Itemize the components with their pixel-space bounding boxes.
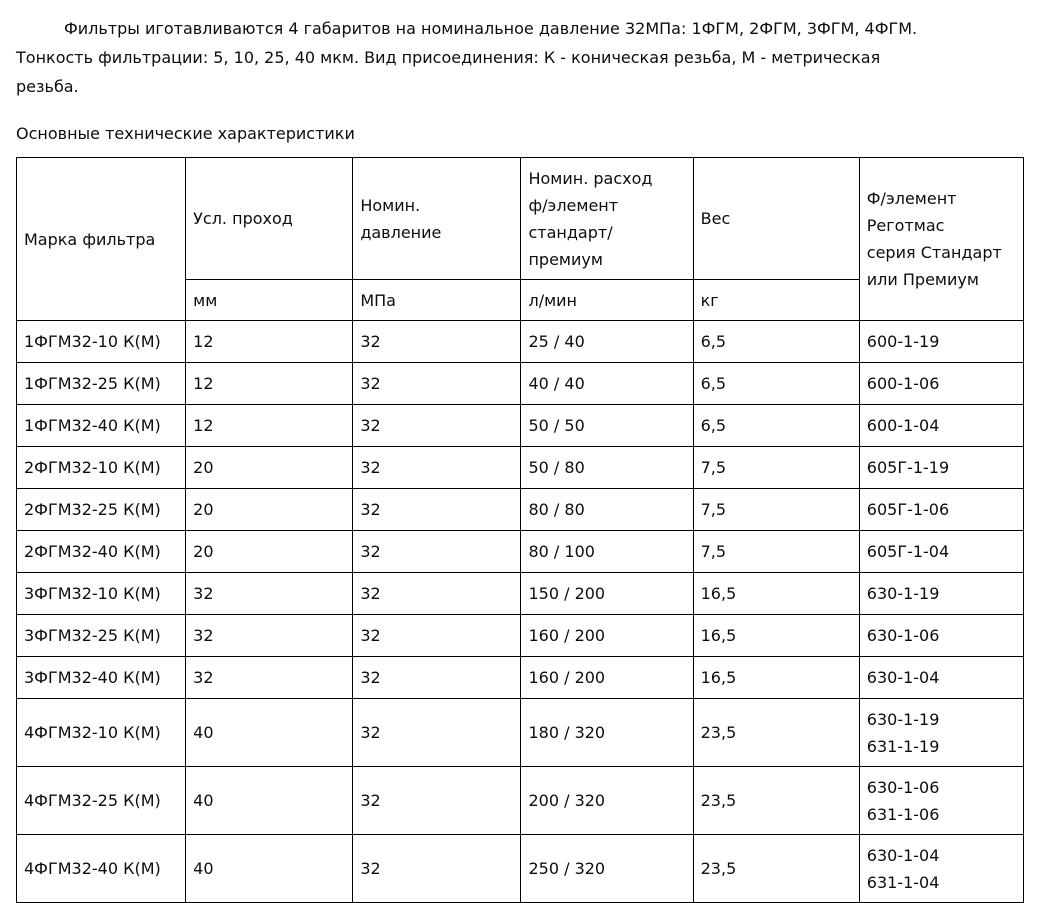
cell-model: 1ФГМ32-10 К(М) — [17, 321, 186, 363]
cell-pressure: 32 — [353, 405, 521, 447]
cell-flow: 80 / 100 — [521, 531, 693, 573]
cell-weight: 23,5 — [693, 767, 859, 835]
section-title: Основные технические характеристики — [16, 124, 355, 143]
cell-pressure: 32 — [353, 767, 521, 835]
unit-kg: кг — [693, 280, 859, 321]
table-row — [17, 615, 1024, 657]
table-row — [17, 321, 1024, 363]
header-element: Ф/элемент Реготмас серия Стандарт или Премиум — [859, 158, 1023, 321]
intro-line: Фильтры иготавливаются 4 габаритов на номинальное давление 32МПа: 1ФГМ, 2ФГМ, 3ФГМ, 4ФГМ. — [64, 19, 918, 38]
cell-flow: 150 / 200 — [521, 573, 693, 615]
table-row — [17, 699, 1024, 767]
cell-model: 2ФГМ32-25 К(М) — [17, 489, 186, 531]
cell-element: 630-1-04 631-1-04 — [859, 835, 1023, 903]
cell-weight: 7,5 — [693, 447, 859, 489]
table-row — [17, 363, 1024, 405]
cell-bore: 40 — [186, 699, 353, 767]
cell-pressure: 32 — [353, 615, 521, 657]
header-row-main — [17, 158, 1024, 280]
cell-weight: 23,5 — [693, 699, 859, 767]
spec-table — [16, 157, 1024, 903]
header-model: Марка фильтра — [17, 158, 186, 321]
cell-flow: 50 / 80 — [521, 447, 693, 489]
cell-weight: 6,5 — [693, 321, 859, 363]
header-weight: Вес — [693, 158, 859, 280]
cell-element: 605Г-1-04 — [859, 531, 1023, 573]
table-row — [17, 573, 1024, 615]
cell-weight: 7,5 — [693, 489, 859, 531]
cell-element: 605Г-1-06 — [859, 489, 1023, 531]
cell-flow: 160 / 200 — [521, 615, 693, 657]
cell-weight: 7,5 — [693, 531, 859, 573]
intro-line: Тонкость фильтрации: 5, 10, 25, 40 мкм. Вид присоединения: К - коническая резьба, М - метрическая — [16, 48, 881, 67]
cell-flow: 50 / 50 — [521, 405, 693, 447]
cell-pressure: 32 — [353, 363, 521, 405]
cell-flow: 160 / 200 — [521, 657, 693, 699]
cell-weight: 16,5 — [693, 615, 859, 657]
cell-pressure: 32 — [353, 657, 521, 699]
cell-pressure: 32 — [353, 447, 521, 489]
cell-element: 630-1-04 — [859, 657, 1023, 699]
cell-model: 3ФГМ32-40 К(М) — [17, 657, 186, 699]
cell-flow: 80 / 80 — [521, 489, 693, 531]
cell-bore: 40 — [186, 767, 353, 835]
cell-bore: 32 — [186, 657, 353, 699]
cell-model: 3ФГМ32-25 К(М) — [17, 615, 186, 657]
cell-pressure: 32 — [353, 573, 521, 615]
table-row — [17, 835, 1024, 903]
cell-weight: 6,5 — [693, 363, 859, 405]
cell-model: 4ФГМ32-40 К(М) — [17, 835, 186, 903]
cell-pressure: 32 — [353, 489, 521, 531]
cell-weight: 23,5 — [693, 835, 859, 903]
cell-bore: 20 — [186, 447, 353, 489]
cell-model: 1ФГМ32-40 К(М) — [17, 405, 186, 447]
header-flow: Номин. расход ф/элемент стандарт/ премиум — [521, 158, 693, 280]
table-row — [17, 489, 1024, 531]
cell-model: 4ФГМ32-25 К(М) — [17, 767, 186, 835]
cell-model: 2ФГМ32-40 К(М) — [17, 531, 186, 573]
cell-weight: 6,5 — [693, 405, 859, 447]
cell-pressure: 32 — [353, 321, 521, 363]
table-row — [17, 657, 1024, 699]
table-row — [17, 531, 1024, 573]
cell-element: 600-1-06 — [859, 363, 1023, 405]
cell-element: 600-1-19 — [859, 321, 1023, 363]
cell-element: 630-1-19 — [859, 573, 1023, 615]
header-pressure: Номин. давление — [353, 158, 521, 280]
cell-pressure: 32 — [353, 699, 521, 767]
cell-flow: 180 / 320 — [521, 699, 693, 767]
unit-mpa: МПа — [353, 280, 521, 321]
cell-pressure: 32 — [353, 835, 521, 903]
cell-model: 3ФГМ32-10 К(М) — [17, 573, 186, 615]
unit-mm: мм — [186, 280, 353, 321]
intro-paragraph — [16, 14, 1035, 101]
cell-flow: 40 / 40 — [521, 363, 693, 405]
cell-model: 1ФГМ32-25 К(М) — [17, 363, 186, 405]
cell-weight: 16,5 — [693, 573, 859, 615]
intro-line: резьба. — [16, 77, 79, 96]
cell-weight: 16,5 — [693, 657, 859, 699]
cell-bore: 32 — [186, 573, 353, 615]
unit-lmin: л/мин — [521, 280, 693, 321]
table-row — [17, 767, 1024, 835]
cell-element: 630-1-19 631-1-19 — [859, 699, 1023, 767]
cell-flow: 250 / 320 — [521, 835, 693, 903]
cell-bore: 40 — [186, 835, 353, 903]
cell-model: 2ФГМ32-10 К(М) — [17, 447, 186, 489]
cell-flow: 200 / 320 — [521, 767, 693, 835]
cell-model: 4ФГМ32-10 К(М) — [17, 699, 186, 767]
cell-bore: 12 — [186, 405, 353, 447]
header-bore: Усл. проход — [186, 158, 353, 280]
table-row — [17, 447, 1024, 489]
cell-element: 605Г-1-19 — [859, 447, 1023, 489]
cell-pressure: 32 — [353, 531, 521, 573]
table-row — [17, 405, 1024, 447]
cell-bore: 12 — [186, 321, 353, 363]
cell-bore: 32 — [186, 615, 353, 657]
cell-element: 600-1-04 — [859, 405, 1023, 447]
cell-element: 630-1-06 — [859, 615, 1023, 657]
cell-element: 630-1-06 631-1-06 — [859, 767, 1023, 835]
cell-bore: 12 — [186, 363, 353, 405]
cell-flow: 25 / 40 — [521, 321, 693, 363]
cell-bore: 20 — [186, 489, 353, 531]
cell-bore: 20 — [186, 531, 353, 573]
